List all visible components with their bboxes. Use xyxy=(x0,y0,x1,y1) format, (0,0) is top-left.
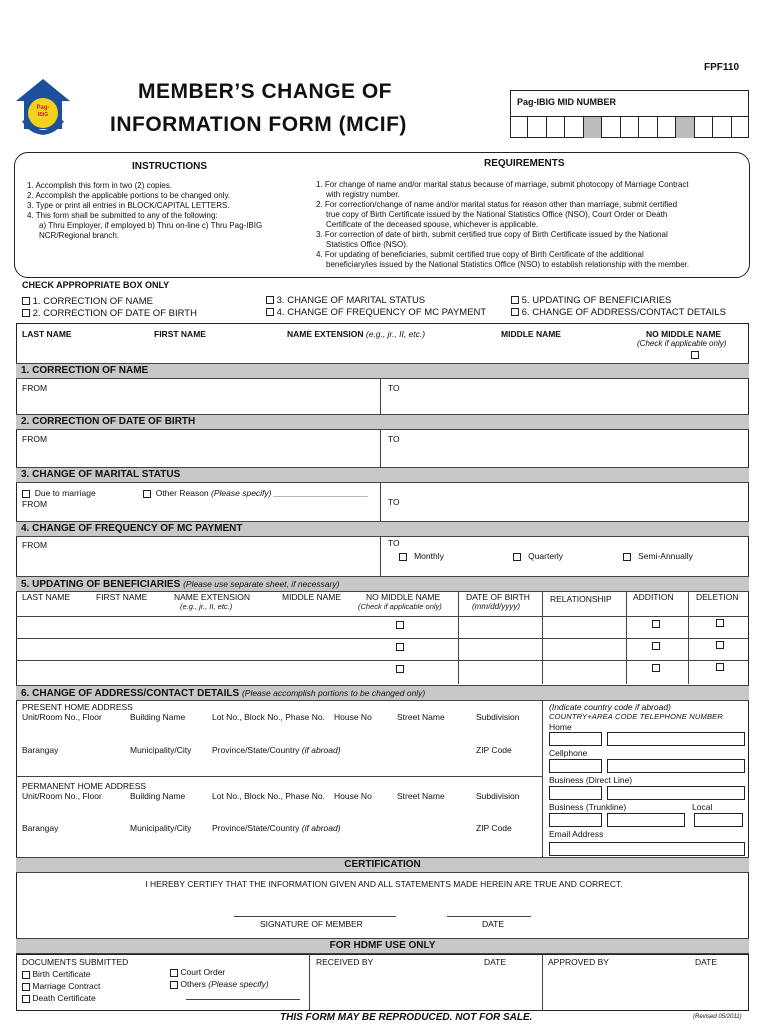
sec5-col-dob: DATE OF BIRTH xyxy=(466,592,530,602)
svg-text:IBIG: IBIG xyxy=(37,112,49,118)
checkbox-icon xyxy=(22,490,30,498)
sec4-to-label: TO xyxy=(388,538,400,548)
beneficiary-deletion-checkbox[interactable] xyxy=(716,641,724,649)
sec3-to-label: TO xyxy=(388,497,400,507)
sec6-barangay-label: Barangay xyxy=(22,745,59,755)
checkbox-icon xyxy=(266,308,274,316)
sec6-subdivision-label: Subdivision xyxy=(476,791,520,801)
sec2-from-label: FROM xyxy=(22,434,48,444)
sec2-to-field[interactable] xyxy=(383,444,747,466)
option-beneficiaries[interactable]: 5. UPDATING OF BENEFICIARIES xyxy=(511,295,671,306)
option-address-contact[interactable]: 6. CHANGE OF ADDRESS/CONTACT DETAILS xyxy=(511,307,726,318)
checkbox-icon xyxy=(22,971,30,979)
sec1-from-label: FROM xyxy=(22,383,48,393)
beneficiary-row[interactable] xyxy=(16,639,749,661)
sec6-country-area-label: COUNTRY+AREA CODE TELEPHONE NUMBER xyxy=(549,712,723,721)
sec3-from-label: FROM xyxy=(22,499,48,509)
sec6-present-label: PRESENT HOME ADDRESS xyxy=(22,702,133,712)
home-phone-field[interactable] xyxy=(607,732,745,746)
business-trunk-area-code-field[interactable] xyxy=(549,813,602,827)
certification-date-label: DATE xyxy=(482,919,505,929)
hdmf-marriage-contract[interactable]: Marriage Contract xyxy=(22,981,100,991)
sec3-to-field[interactable] xyxy=(383,507,747,520)
sec6-email-label: Email Address xyxy=(549,829,604,839)
sec6-building-label: Building Name xyxy=(130,791,186,801)
hdmf-death-cert[interactable]: Death Certificate xyxy=(22,993,96,1003)
sec5-col-ext-note: (e.g., jr., II, etc.) xyxy=(180,602,233,611)
hdmf-received-by: RECEIVED BY xyxy=(316,957,374,967)
present-address-line2-field[interactable] xyxy=(18,755,540,775)
sec6-subdivision-label: Subdivision xyxy=(476,712,520,722)
checkbox-icon xyxy=(22,995,30,1003)
hdmf-court-order[interactable]: Court Order xyxy=(170,967,225,977)
hdmf-date-2: DATE xyxy=(695,957,718,967)
header-no-middle-note: (Check if applicable only) xyxy=(637,339,727,348)
sec1-to-label: TO xyxy=(388,383,400,393)
sec6-permanent-label: PERMANENT HOME ADDRESS xyxy=(22,781,147,791)
instructions-heading: INSTRUCTIONS xyxy=(132,161,207,172)
sec6-building-label: Building Name xyxy=(130,712,186,722)
sec2-to-label: TO xyxy=(388,434,400,444)
business-trunk-field[interactable] xyxy=(607,813,685,827)
sec5-col-nomid-note: (Check if applicable only) xyxy=(358,602,442,611)
hdmf-docs-label: DOCUMENTS SUBMITTED xyxy=(22,957,129,967)
title-line-1: MEMBER’S CHANGE OF xyxy=(138,80,393,103)
sec6-home-label: Home xyxy=(549,722,572,732)
certification-text: I HEREBY CERTIFY THAT THE INFORMATION GIVEN AND ALL STATEMENTS MADE HEREIN ARE TRUE AND CORRECT. xyxy=(145,879,623,889)
revised-date: (Revised 05/2011) xyxy=(693,1014,742,1020)
hdmf-date-1: DATE xyxy=(484,957,507,967)
header-last-name: LAST NAME xyxy=(22,329,72,339)
permanent-address-line2-field[interactable] xyxy=(18,833,540,855)
sec5-col-dob-note: (mm/dd/yyyy) xyxy=(472,602,520,611)
beneficiary-deletion-checkbox[interactable] xyxy=(716,619,724,627)
option-correction-dob[interactable]: 2. CORRECTION OF DATE OF BIRTH xyxy=(22,308,197,319)
sec2-from-field[interactable] xyxy=(18,444,378,466)
sec4-semi-annually[interactable]: Semi-Annually xyxy=(623,551,693,561)
sec6-house-label: House No xyxy=(334,791,372,801)
sec6-street-label: Street Name xyxy=(397,791,445,801)
sec3-other-reason[interactable]: Other Reason (Please specify) ____________________ xyxy=(143,488,368,498)
no-middle-name-checkbox[interactable] xyxy=(691,351,699,359)
checkbox-icon xyxy=(513,553,521,561)
title-line-2: INFORMATION FORM (MCIF) xyxy=(110,113,407,136)
sec1-to-field[interactable] xyxy=(383,393,747,413)
sec6-municipality-label: Municipality/City xyxy=(130,745,192,755)
hdmf-header: FOR HDMF USE ONLY xyxy=(16,938,749,954)
sec6-lot-label: Lot No., Block No., Phase No. xyxy=(212,791,325,801)
option-correction-name[interactable]: 1. CORRECTION OF NAME xyxy=(22,296,153,307)
sec6-street-label: Street Name xyxy=(397,712,445,722)
beneficiary-no-middle-checkbox[interactable] xyxy=(396,643,404,651)
sec5-col-last: LAST NAME xyxy=(22,592,71,602)
sec6-lot-label: Lot No., Block No., Phase No. xyxy=(212,712,325,722)
sec6-house-label: House No xyxy=(334,712,372,722)
checkbox-icon xyxy=(22,297,30,305)
checkbox-icon xyxy=(170,969,178,977)
checkbox-icon xyxy=(511,296,519,304)
beneficiary-addition-checkbox[interactable] xyxy=(652,664,660,672)
hdmf-others[interactable]: Others (Please specify) xyxy=(170,979,269,989)
checkbox-icon xyxy=(511,308,519,316)
checkbox-icon xyxy=(143,490,151,498)
sec6-zip-label: ZIP Code xyxy=(476,823,512,833)
sec3-due-to-marriage[interactable]: Due to marriage xyxy=(22,488,96,498)
section-3-header: 3. CHANGE OF MARITAL STATUS xyxy=(16,467,749,483)
business-direct-field[interactable] xyxy=(607,786,745,800)
certification-date-field[interactable] xyxy=(447,900,531,916)
sec5-col-middle: MIDDLE NAME xyxy=(282,592,342,602)
sec6-zip-label: ZIP Code xyxy=(476,745,512,755)
pag-ibig-logo xyxy=(14,77,72,139)
checkbox-icon xyxy=(266,296,274,304)
beneficiary-no-middle-checkbox[interactable] xyxy=(396,665,404,673)
signature-label: SIGNATURE OF MEMBER xyxy=(260,919,363,929)
sec4-monthly[interactable]: Monthly xyxy=(399,551,444,561)
email-field[interactable] xyxy=(549,842,745,856)
sec6-municipality-label: Municipality/City xyxy=(130,823,192,833)
sec6-cellphone-label: Cellphone xyxy=(549,748,588,758)
sec5-col-first: FIRST NAME xyxy=(96,592,148,602)
sec4-from-label: FROM xyxy=(22,540,48,550)
beneficiary-addition-checkbox[interactable] xyxy=(652,642,660,650)
beneficiary-row[interactable] xyxy=(16,617,749,639)
mid-label: Pag-IBIG MID NUMBER xyxy=(517,97,616,107)
checkbox-icon xyxy=(399,553,407,561)
business-trunk-local-field[interactable] xyxy=(694,813,743,827)
section-6-header: 6. CHANGE OF ADDRESS/CONTACT DETAILS (Please accomplish portions to be changed only) xyxy=(16,685,749,701)
sec6-unit-label: Unit/Room No., Floor xyxy=(22,791,102,801)
section-1-header: 1. CORRECTION OF NAME xyxy=(16,363,749,379)
checkbox-icon xyxy=(22,309,30,317)
sec5-col-deletion: DELETION xyxy=(696,592,739,602)
sec5-col-ext: NAME EXTENSION xyxy=(174,592,251,602)
sec6-province-label: Province/State/Country (if abroad) xyxy=(212,745,341,755)
cellphone-field[interactable] xyxy=(607,759,745,773)
instructions-list: 1. Accomplish this form in two (2) copies. 2. Accomplish the applicable portions to be changed only. 3. Type or print all entries in BLOCK/CAPITAL LETTERS. 4. This form shall be submitted to any of the following: a) Thru Employer, if employed b) Thru on-line c) Thru Pag-IBIG NCR/Regional branch. xyxy=(27,181,263,240)
sec6-barangay-label: Barangay xyxy=(22,823,59,833)
section-5-header: 5. UPDATING OF BENEFICIARIES (Please use separate sheet, if necessary) xyxy=(16,576,749,592)
svg-text:Pag-: Pag- xyxy=(36,105,50,111)
requirements-heading: REQUIREMENTS xyxy=(484,158,565,169)
sec6-province-label: Province/State/Country (if abroad) xyxy=(212,823,341,833)
cellphone-area-code-field[interactable] xyxy=(549,759,602,773)
sec5-col-addition: ADDITION xyxy=(633,592,674,602)
header-name-extension: NAME EXTENSION (e.g., jr., II, etc.) xyxy=(287,329,426,339)
sec6-business-trunk-label: Business (Trunkline) xyxy=(549,802,627,812)
header-no-middle-name: NO MIDDLE NAME xyxy=(646,329,722,339)
header-middle-name: MIDDLE NAME xyxy=(501,329,561,339)
checkbox-icon xyxy=(170,981,178,989)
option-mc-payment[interactable]: 4. CHANGE OF FREQUENCY OF MC PAYMENT xyxy=(266,307,486,318)
permanent-address-line1-field[interactable] xyxy=(18,801,540,821)
home-area-code-field[interactable] xyxy=(549,732,602,746)
business-direct-area-code-field[interactable] xyxy=(549,786,602,800)
beneficiary-no-middle-checkbox[interactable] xyxy=(396,621,404,629)
form-code: FPF110 xyxy=(704,62,740,73)
sec5-col-nomid: NO MIDDLE NAME xyxy=(366,592,441,602)
sec1-from-field[interactable] xyxy=(18,393,378,413)
beneficiary-addition-checkbox[interactable] xyxy=(652,620,660,628)
sec6-local-label: Local xyxy=(692,802,713,812)
hdmf-birth-cert[interactable]: Birth Certificate xyxy=(22,969,90,979)
mid-number-cells[interactable] xyxy=(510,116,749,138)
sec4-quarterly[interactable]: Quarterly xyxy=(513,551,563,561)
checkbox-icon xyxy=(623,553,631,561)
footer-note: THIS FORM MAY BE REPRODUCED. NOT FOR SALE. xyxy=(280,1012,533,1023)
requirements-list: 1. For change of name and/or marital status because of marriage, submit photocopy of Marriage Contract with registry number. 2. For correction/change of name and/or marital status for reason other than marriage, submit certified true copy of Birth Certificate issued by the National Statistics Office (NSO), Court Order or Death Certificate of the deceased spouse, whichever is applicable. 3. For correction of date of birth, submit certified true copy of Birth Certificate issued by the National Statistics Office (NSO). 4. For updating of beneficiaries, submit certified true copy of Birth Certificate of the additional beneficiary/ies issued by the National Statistics Office (NSO) to establish relationship with the member. xyxy=(316,180,690,269)
sec6-business-direct-label: Business (Direct Line) xyxy=(549,775,633,785)
header-first-name: FIRST NAME xyxy=(154,329,206,339)
beneficiary-deletion-checkbox[interactable] xyxy=(716,663,724,671)
sec6-country-note: (Indicate country code if abroad) xyxy=(549,702,671,712)
certification-header: CERTIFICATION xyxy=(16,857,749,873)
beneficiary-row[interactable] xyxy=(16,661,749,683)
hdmf-approved-by: APPROVED BY xyxy=(548,957,609,967)
sec5-col-relationship: RELATIONSHIP xyxy=(550,594,612,604)
section-4-header: 4. CHANGE OF FREQUENCY OF MC PAYMENT xyxy=(16,521,749,537)
checkbox-icon xyxy=(22,983,30,991)
section-2-header: 2. CORRECTION OF DATE OF BIRTH xyxy=(16,414,749,430)
check-box-label: CHECK APPROPRIATE BOX ONLY xyxy=(22,280,170,290)
present-address-line1-field[interactable] xyxy=(18,722,540,742)
option-marital-status[interactable]: 3. CHANGE OF MARITAL STATUS xyxy=(266,295,425,306)
signature-field[interactable] xyxy=(234,900,396,916)
sec6-unit-label: Unit/Room No., Floor xyxy=(22,712,102,722)
